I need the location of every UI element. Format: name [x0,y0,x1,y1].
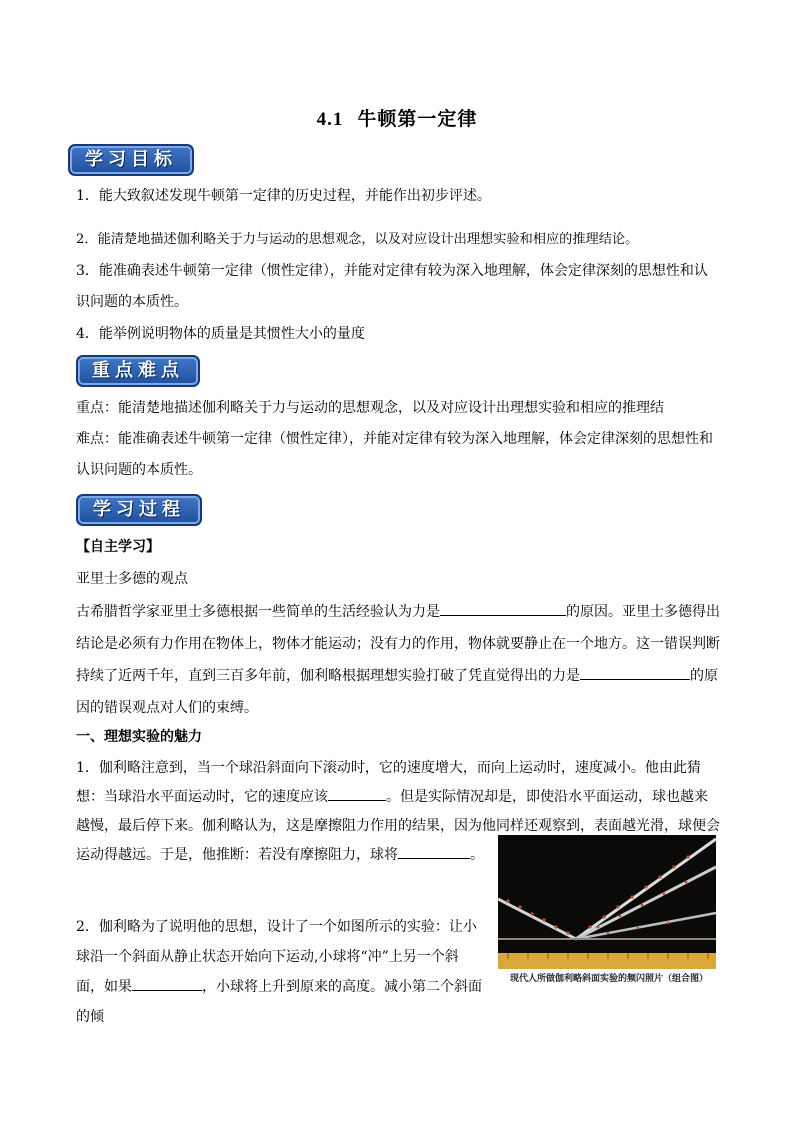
section-badge-goals: 学习目标 [68,144,194,176]
answer-blank-3[interactable] [328,786,386,801]
answer-blank-1[interactable] [440,601,566,616]
section-badge-key: 重点难点 [76,355,200,387]
goal-item-2: 2．能清楚地描述伽利略关于力与运动的思想观念，以及对应设计出理想实验和相应的推理结论。 [76,232,639,247]
aristotle-subtitle: 亚里士多德的观点 [76,571,188,587]
aristotle-paragraph: 古希腊哲学家亚里士多德根据一些简单的生活经验认为力是 的原因。亚里士多德得出结论是必须有力作用在物体上，物体才能运动；没有力的作用，物体就要静止在一个地方。这一错误判断持续了近两千年，直到三百多年前，伽利略根据理想实验打破了凭直觉得出的力是 的原因的错误观点对人们的束缚。 [76,596,720,724]
answer-blank-2[interactable] [580,665,690,680]
goal-item-4: 4．能举例说明物体的质量是其惯性大小的量度 [76,326,365,342]
goal-item-1: 1．能大致叙述发现牛顿第一定律的历史过程，并能作出初步评述。 [76,188,491,204]
incline-tracks-image [498,835,716,969]
page-title: 4.1 牛顿第一定律 [316,108,478,130]
goal-item-3: 3．能准确表述牛顿第一定律（惯性定律），并能对定律有较为深入地理解，体会定律深刻的思想性和认识问题的本质性。 [76,263,708,310]
incline-experiment-photo [498,835,716,969]
key-difficult: 难点：能准确表述牛顿第一定律（惯性定律），并能对定律有较为深入地理解，体会定律深刻的思想性和认识问题的本质性。 [76,431,713,478]
answer-blank-5[interactable] [132,976,202,991]
answer-blank-4[interactable] [398,844,470,859]
photo-caption: 现代人所做伽利略斜面实验的频闪照片（组合图） [509,974,708,984]
question-2: 2．伽利略为了说明他的思想，设计了一个如图所示的实验：让小球沿一个斜面从静止状态开始向下运动,小球将“冲”上另一个斜面，如果 ，小球将上升到原来的高度。减小第二个斜面的倾 [76,919,482,1025]
section-1-heading: 一、理想实验的魅力 [76,729,202,745]
question-1: 1．伽利略注意到，当一个球沿斜面向下滚动时，它的速度增大，而向上运动时，速度减小。他由此猜想：当球沿水平面运动时，它的速度应该 。但是实际情况却是，即使沿水平面运动，球也越来越慢，最后停下来。伽利略认为，这是摩擦阻力作用的结果，因为他同样还观察到，表面越光滑，球便会运动得越远。于是，他推断：若没有摩擦阻力，球将 。 [76,760,720,863]
key-important: 重点：能清楚地描述伽利略关于力与运动的思想观念，以及对应设计出理想实验和相应的推理结 [76,400,664,416]
section-badge-process: 学习过程 [76,494,202,526]
self-study-heading: 【自主学习】 [76,539,160,555]
